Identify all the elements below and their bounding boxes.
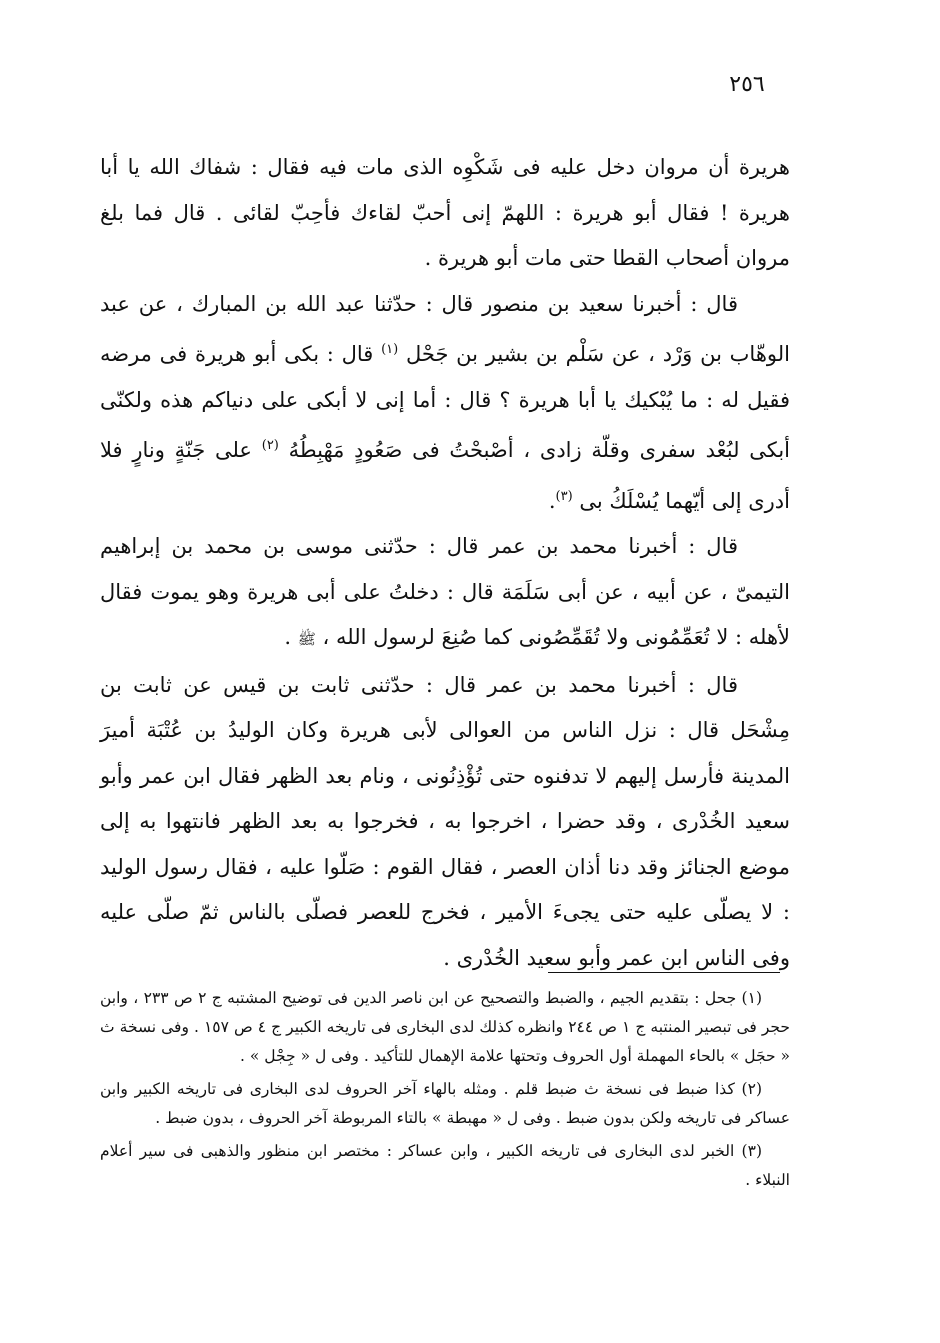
paragraph — [100, 145, 790, 282]
paragraph-text: قال : أخبرنا سعيد بن منصور قال : حدّثنا عبد الله بن المبارك ، عن عبد الوهّاب بن وَرْد ، عن سَلْم بن بشير بن جَحْل — [100, 291, 790, 366]
paragraph — [100, 524, 790, 663]
footnote: (١) جحل : بتقديم الجيم ، والضبط والتصحيح عن ابن ناصر الدين فى توضيح المشتبه ج ٢ ص ٢٣٣ ، وابن حجر فى تبصير المنتبه ج ١ ص ٢٤٤ وانظره كذلك لدى البخارى فى تاريخه الكبير ج ٤ ص ١٥٧ . وفى نسخة ث « حجَل » بالحاء المهملة أول الحروف وتحتها علامة الإهمال للتأكيد . وفى ل « جِجْل » . — [100, 989, 790, 1065]
paragraph — [100, 282, 790, 525]
paragraph — [100, 663, 790, 982]
paragraph-text: هريرة أن مروان دخل عليه فى شَكْوِه الذى مات فيه فقال : شفاك الله يا أبا هريرة ! فقال أبو هريرة : اللهمّ إنى أحبّ لقاءك فأحِبّ لقائى . قال فما بلغ مروان أصحاب القطا حتى مات أبو هريرة . — [100, 155, 790, 270]
paragraph-text: . — [548, 488, 556, 513]
paragraph-text: قال : أخبرنا محمد بن عمر قال : حدّثنى ثابت بن قيس عن ثابت بن مِشْحَل قال : نزل الناس من العوالى لأبى هريرة وكان الوليدُ بن عُتْبَة أميرَ المدينة فأرسل إليهم لا تدفنوه حتى تُؤْذِنُونى ، ونام بعد الظهر فقال ابن عمر وأبو سعيد الخُدْرى ، وقد حضرا ، اخرجوا به ، فخرجوا به بعد الظهر فانتهوا به إلى موضع الجنائز وقد دنا أذان العصر ، فقال القوم : صَلّوا عليه ، فقال رسول الوليد : لا يصلّى عليه حتى يجىءَ الأمير ، فخرج للعصر فصلّى بالناس ثمّ صلّى عليه وفى الناس ابن عمر وأبو سعيد الخُدْرى . — [100, 672, 790, 970]
footnote: (٣) الخبر لدى البخارى فى تاريخه الكبير ، وابن عساكر : مختصر ابن منظور والذهبى فى سير أعلام النبلاء . — [100, 1142, 790, 1189]
paragraph-text: قال : أخبرنا محمد بن عمر قال : حدّثنى موسى بن محمد بن إبراهيم التيمىّ ، عن أبيه ، عن أبى سَلَمَة قال : دخلتُ على أبى هريرة وهو يموت فقال لأهله : لا تُعَمِّمُونى ولا تُقَمِّصُونى كما صُنِعَ لرسول الله ، — [100, 534, 790, 649]
footnote-reference: (٣) — [555, 488, 573, 504]
footnote: (٢) كذا ضبط فى نسخة ث ضبط قلم . ومثله بالهاء آخر الحروف لدى البخارى فى تاريخه الكبير وابن عساكر فى تاريخه ولكن بدون ضبط . وفى ل « مهبطة » بالتاء المربوطة آخر الحروف ، بدون ضبط . — [100, 1080, 790, 1127]
paragraph-text: قال : بكى أبو هريرة فى مرضه فقيل له : ما يُبْكيك يا أبا هريرة ؟ قال : أما إنى لا أبكى على دنياكم هذه ولكنّى أبكى لبُعْد سفرى وقلّة زادى ، أصْبحْتُ فى صَعُودٍ مَهْبِطُهُ — [100, 342, 791, 462]
footnote-reference: (٢) — [261, 438, 279, 453]
footnote-reference: (١) — [381, 342, 399, 357]
footnote-separator — [548, 972, 780, 973]
paragraph-text: على جَنّةٍ ونارٍ فلا أدرى إلى أيّهما يُسْلَكُ بى — [100, 438, 790, 513]
paragraph-text: . — [284, 625, 298, 649]
main-text — [100, 145, 790, 981]
footnotes — [100, 984, 790, 1199]
page-number: ٢٥٦ — [729, 72, 765, 97]
salutation-glyph: ﷺ — [297, 630, 316, 648]
